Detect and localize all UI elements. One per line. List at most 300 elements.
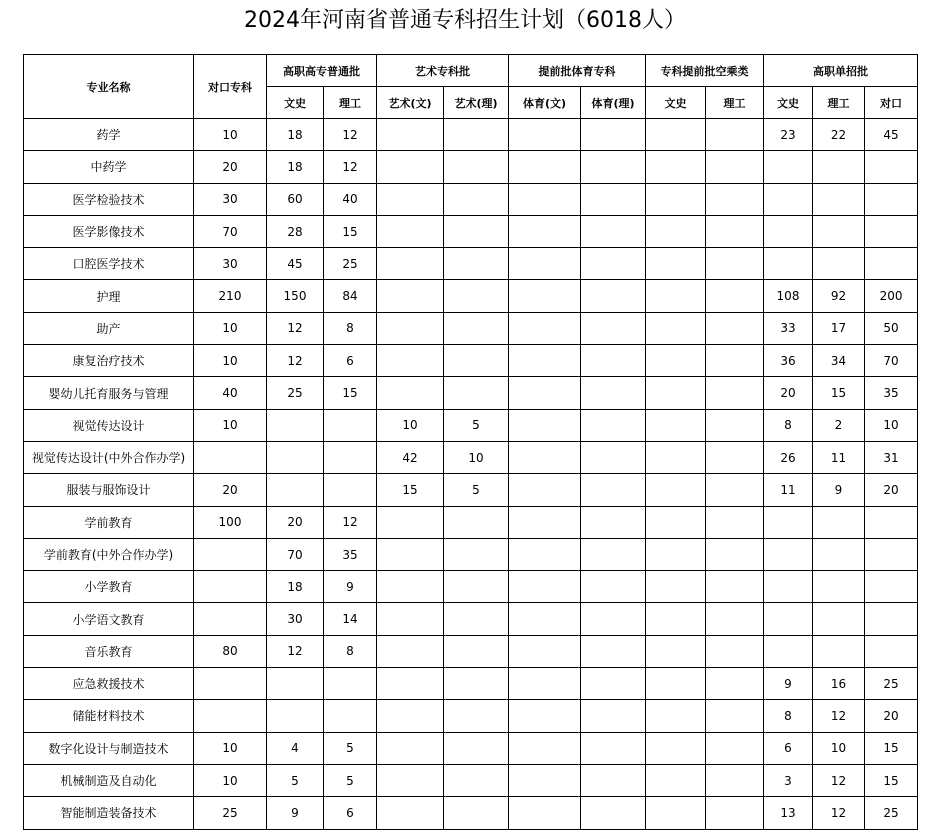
quota-cell	[865, 571, 918, 603]
quota-cell	[646, 474, 706, 506]
table-header	[24, 55, 918, 119]
quota-cell	[444, 506, 509, 538]
quota-cell	[194, 603, 267, 635]
quota-cell: 15	[865, 764, 918, 796]
table-row	[24, 506, 918, 538]
quota-cell	[581, 183, 646, 215]
quota-cell	[581, 732, 646, 764]
quota-cell: 18	[267, 571, 324, 603]
quota-cell	[267, 441, 324, 473]
table-row	[24, 474, 918, 506]
quota-cell	[813, 538, 865, 570]
quota-cell	[444, 280, 509, 312]
quota-cell	[377, 538, 444, 570]
quota-cell	[509, 151, 581, 183]
quota-cell	[377, 377, 444, 409]
header-sub: 文史	[267, 87, 324, 119]
table-row	[24, 538, 918, 570]
quota-cell: 25	[324, 248, 377, 280]
quota-cell	[706, 441, 764, 473]
quota-cell	[509, 764, 581, 796]
quota-cell: 36	[764, 345, 813, 377]
quota-cell	[581, 409, 646, 441]
major-name-cell: 药学	[24, 119, 194, 151]
quota-cell	[581, 441, 646, 473]
quota-cell: 12	[267, 345, 324, 377]
quota-cell	[377, 603, 444, 635]
quota-cell	[509, 345, 581, 377]
quota-cell: 10	[444, 441, 509, 473]
quota-cell: 40	[324, 183, 377, 215]
quota-cell	[509, 700, 581, 732]
quota-cell	[267, 409, 324, 441]
quota-cell: 92	[813, 280, 865, 312]
quota-cell	[509, 732, 581, 764]
quota-cell	[865, 183, 918, 215]
major-name-cell: 智能制造装备技术	[24, 797, 194, 829]
quota-cell: 12	[267, 635, 324, 667]
table-row	[24, 668, 918, 700]
quota-cell: 8	[764, 700, 813, 732]
quota-cell: 42	[377, 441, 444, 473]
quota-cell: 10	[194, 409, 267, 441]
quota-cell: 30	[194, 248, 267, 280]
quota-cell	[509, 280, 581, 312]
quota-cell	[194, 700, 267, 732]
quota-cell	[865, 538, 918, 570]
quota-cell	[706, 538, 764, 570]
header-major: 专业名称	[24, 55, 194, 119]
quota-cell: 15	[813, 377, 865, 409]
quota-cell	[267, 668, 324, 700]
quota-cell	[509, 506, 581, 538]
quota-cell	[581, 700, 646, 732]
quota-cell	[646, 215, 706, 247]
table-row	[24, 635, 918, 667]
quota-cell: 9	[324, 571, 377, 603]
quota-cell	[646, 764, 706, 796]
quota-cell	[377, 571, 444, 603]
quota-cell: 10	[377, 409, 444, 441]
quota-cell	[646, 571, 706, 603]
header-sub: 体育(文)	[509, 87, 581, 119]
quota-cell	[646, 183, 706, 215]
quota-cell: 25	[194, 797, 267, 829]
quota-cell	[646, 345, 706, 377]
quota-cell	[324, 474, 377, 506]
quota-cell: 31	[865, 441, 918, 473]
major-name-cell: 学前教育	[24, 506, 194, 538]
quota-cell	[764, 248, 813, 280]
quota-cell: 20	[865, 474, 918, 506]
quota-cell: 150	[267, 280, 324, 312]
quota-cell: 18	[267, 151, 324, 183]
major-name-cell: 医学检验技术	[24, 183, 194, 215]
quota-cell	[706, 603, 764, 635]
table-row	[24, 797, 918, 829]
major-name-cell: 服装与服饰设计	[24, 474, 194, 506]
header-sub: 理工	[324, 87, 377, 119]
quota-cell	[706, 571, 764, 603]
header-sub: 体育(理)	[581, 87, 646, 119]
quota-cell	[267, 700, 324, 732]
quota-cell	[509, 248, 581, 280]
table-row	[24, 345, 918, 377]
quota-cell: 20	[194, 474, 267, 506]
quota-cell	[706, 151, 764, 183]
quota-cell	[706, 248, 764, 280]
quota-cell: 10	[813, 732, 865, 764]
table-row	[24, 732, 918, 764]
quota-cell: 35	[324, 538, 377, 570]
quota-cell: 22	[813, 119, 865, 151]
quota-cell	[377, 506, 444, 538]
quota-cell	[764, 183, 813, 215]
quota-cell	[444, 668, 509, 700]
quota-cell: 5	[444, 474, 509, 506]
quota-cell	[377, 215, 444, 247]
table-row	[24, 571, 918, 603]
quota-cell: 70	[194, 215, 267, 247]
table-row	[24, 409, 918, 441]
header-sub: 理工	[706, 87, 764, 119]
quota-cell	[509, 603, 581, 635]
quota-cell: 60	[267, 183, 324, 215]
header-group-flight: 专科提前批空乘类	[646, 55, 764, 87]
major-name-cell: 机械制造及自动化	[24, 764, 194, 796]
quota-cell: 2	[813, 409, 865, 441]
quota-cell	[444, 538, 509, 570]
quota-cell: 25	[267, 377, 324, 409]
quota-cell	[377, 732, 444, 764]
quota-cell	[444, 764, 509, 796]
quota-cell	[444, 635, 509, 667]
quota-cell: 30	[194, 183, 267, 215]
quota-cell	[377, 248, 444, 280]
quota-cell	[581, 345, 646, 377]
quota-cell: 9	[764, 668, 813, 700]
quota-cell	[764, 506, 813, 538]
quota-cell	[444, 603, 509, 635]
table-row	[24, 248, 918, 280]
quota-cell: 6	[764, 732, 813, 764]
quota-cell	[646, 732, 706, 764]
quota-cell	[581, 668, 646, 700]
quota-cell	[377, 151, 444, 183]
quota-cell: 20	[267, 506, 324, 538]
quota-cell	[706, 345, 764, 377]
header-sub: 对口	[865, 87, 918, 119]
quota-cell: 23	[764, 119, 813, 151]
table-row	[24, 700, 918, 732]
quota-cell	[813, 571, 865, 603]
quota-cell	[646, 377, 706, 409]
enrollment-plan-table	[23, 54, 918, 830]
quota-cell: 20	[865, 700, 918, 732]
quota-cell: 35	[865, 377, 918, 409]
quota-cell	[646, 441, 706, 473]
quota-cell: 34	[813, 345, 865, 377]
quota-cell	[509, 441, 581, 473]
quota-cell: 25	[865, 797, 918, 829]
quota-cell	[509, 635, 581, 667]
quota-cell	[267, 474, 324, 506]
quota-cell	[581, 506, 646, 538]
header-sub: 文史	[646, 87, 706, 119]
table-row	[24, 441, 918, 473]
quota-cell: 5	[444, 409, 509, 441]
quota-cell	[509, 571, 581, 603]
quota-cell: 9	[813, 474, 865, 506]
quota-cell	[377, 700, 444, 732]
quota-cell	[646, 668, 706, 700]
quota-cell	[581, 797, 646, 829]
quota-cell: 100	[194, 506, 267, 538]
page-title: 2024年河南省普通专科招生计划（6018人）	[244, 8, 686, 33]
quota-cell: 30	[267, 603, 324, 635]
quota-cell	[706, 409, 764, 441]
quota-cell	[865, 248, 918, 280]
quota-cell	[764, 215, 813, 247]
quota-cell	[646, 248, 706, 280]
quota-cell	[581, 248, 646, 280]
table-row	[24, 764, 918, 796]
quota-cell	[509, 538, 581, 570]
quota-cell	[324, 409, 377, 441]
quota-cell	[706, 280, 764, 312]
quota-cell	[377, 345, 444, 377]
major-name-cell: 学前教育(中外合作办学)	[24, 538, 194, 570]
quota-cell	[444, 571, 509, 603]
quota-cell: 33	[764, 312, 813, 344]
header-row-groups	[24, 55, 918, 87]
quota-cell	[324, 668, 377, 700]
quota-cell: 40	[194, 377, 267, 409]
quota-cell: 10	[194, 764, 267, 796]
quota-cell	[706, 700, 764, 732]
quota-cell: 13	[764, 797, 813, 829]
quota-cell	[706, 474, 764, 506]
quota-cell	[646, 603, 706, 635]
quota-cell: 12	[813, 700, 865, 732]
quota-cell	[444, 215, 509, 247]
quota-cell: 10	[865, 409, 918, 441]
quota-cell: 16	[813, 668, 865, 700]
major-name-cell: 小学教育	[24, 571, 194, 603]
major-name-cell: 助产	[24, 312, 194, 344]
header-sub: 文史	[764, 87, 813, 119]
quota-cell	[581, 635, 646, 667]
major-name-cell: 中药学	[24, 151, 194, 183]
header-duikou: 对口专科	[194, 55, 267, 119]
quota-cell: 12	[324, 119, 377, 151]
quota-cell: 18	[267, 119, 324, 151]
quota-cell: 45	[267, 248, 324, 280]
quota-cell: 80	[194, 635, 267, 667]
quota-cell	[194, 668, 267, 700]
quota-cell	[509, 474, 581, 506]
table-row	[24, 377, 918, 409]
quota-cell	[813, 603, 865, 635]
table-body	[24, 119, 918, 830]
quota-cell	[646, 280, 706, 312]
quota-cell	[444, 312, 509, 344]
quota-cell	[706, 764, 764, 796]
header-group-single: 高职单招批	[764, 55, 918, 87]
quota-cell: 10	[194, 119, 267, 151]
quota-cell	[194, 538, 267, 570]
header-sub: 艺术(理)	[444, 87, 509, 119]
quota-cell	[646, 635, 706, 667]
quota-cell	[813, 151, 865, 183]
quota-cell	[581, 312, 646, 344]
major-name-cell: 储能材料技术	[24, 700, 194, 732]
quota-cell	[865, 603, 918, 635]
quota-cell	[444, 700, 509, 732]
quota-cell	[581, 377, 646, 409]
quota-cell	[377, 183, 444, 215]
quota-cell	[444, 377, 509, 409]
quota-cell: 20	[194, 151, 267, 183]
table-row	[24, 603, 918, 635]
quota-cell	[509, 409, 581, 441]
quota-cell	[764, 635, 813, 667]
quota-cell	[377, 668, 444, 700]
quota-cell: 12	[813, 797, 865, 829]
quota-cell: 8	[764, 409, 813, 441]
quota-cell: 5	[324, 732, 377, 764]
major-name-cell: 护理	[24, 280, 194, 312]
quota-cell: 200	[865, 280, 918, 312]
quota-cell	[377, 797, 444, 829]
quota-cell: 12	[324, 151, 377, 183]
quota-cell	[764, 538, 813, 570]
quota-cell	[324, 700, 377, 732]
quota-cell: 15	[324, 377, 377, 409]
quota-cell	[813, 635, 865, 667]
table-row	[24, 151, 918, 183]
quota-cell	[444, 119, 509, 151]
quota-cell	[377, 312, 444, 344]
quota-cell	[509, 119, 581, 151]
quota-cell: 8	[324, 312, 377, 344]
quota-cell	[509, 312, 581, 344]
major-name-cell: 口腔医学技术	[24, 248, 194, 280]
quota-cell: 11	[764, 474, 813, 506]
quota-cell	[706, 506, 764, 538]
table-row	[24, 119, 918, 151]
quota-cell: 12	[324, 506, 377, 538]
quota-cell: 3	[764, 764, 813, 796]
table-row	[24, 312, 918, 344]
quota-cell: 12	[267, 312, 324, 344]
quota-cell: 25	[865, 668, 918, 700]
quota-cell	[706, 183, 764, 215]
quota-cell: 14	[324, 603, 377, 635]
quota-cell	[865, 635, 918, 667]
quota-cell	[509, 183, 581, 215]
quota-cell	[194, 441, 267, 473]
quota-cell	[764, 151, 813, 183]
quota-cell	[581, 538, 646, 570]
header-group-art: 艺术专科批	[377, 55, 509, 87]
quota-cell	[706, 119, 764, 151]
quota-cell: 12	[813, 764, 865, 796]
quota-cell	[706, 797, 764, 829]
quota-cell	[509, 797, 581, 829]
header-sub: 理工	[813, 87, 865, 119]
quota-cell	[444, 183, 509, 215]
quota-cell: 210	[194, 280, 267, 312]
quota-cell	[324, 441, 377, 473]
quota-cell: 9	[267, 797, 324, 829]
quota-cell: 8	[324, 635, 377, 667]
quota-cell: 11	[813, 441, 865, 473]
table-row	[24, 183, 918, 215]
quota-cell	[865, 506, 918, 538]
quota-cell	[581, 764, 646, 796]
quota-cell	[581, 474, 646, 506]
quota-cell	[706, 732, 764, 764]
quota-cell	[581, 603, 646, 635]
quota-cell	[509, 668, 581, 700]
quota-cell	[646, 700, 706, 732]
major-name-cell: 应急救援技术	[24, 668, 194, 700]
quota-cell: 70	[865, 345, 918, 377]
quota-cell: 5	[267, 764, 324, 796]
quota-cell: 4	[267, 732, 324, 764]
quota-cell: 10	[194, 345, 267, 377]
quota-cell	[706, 312, 764, 344]
quota-cell	[646, 119, 706, 151]
quota-cell	[444, 797, 509, 829]
quota-cell: 17	[813, 312, 865, 344]
quota-cell	[377, 119, 444, 151]
quota-cell	[444, 248, 509, 280]
quota-cell	[646, 506, 706, 538]
quota-cell	[813, 506, 865, 538]
quota-cell: 15	[865, 732, 918, 764]
quota-cell	[444, 345, 509, 377]
header-group-general: 高职高专普通批	[267, 55, 377, 87]
quota-cell	[581, 151, 646, 183]
quota-cell	[764, 603, 813, 635]
quota-cell: 45	[865, 119, 918, 151]
quota-cell: 108	[764, 280, 813, 312]
major-name-cell: 医学影像技术	[24, 215, 194, 247]
header-sub: 艺术(文)	[377, 87, 444, 119]
quota-cell	[377, 635, 444, 667]
quota-cell	[509, 377, 581, 409]
quota-cell: 6	[324, 345, 377, 377]
quota-cell: 84	[324, 280, 377, 312]
quota-cell	[646, 151, 706, 183]
quota-cell	[646, 312, 706, 344]
major-name-cell: 婴幼儿托育服务与管理	[24, 377, 194, 409]
header-group-sports: 提前批体育专科	[509, 55, 646, 87]
quota-cell: 20	[764, 377, 813, 409]
table-row	[24, 215, 918, 247]
major-name-cell: 视觉传达设计	[24, 409, 194, 441]
quota-cell: 10	[194, 732, 267, 764]
quota-cell	[706, 377, 764, 409]
quota-cell: 26	[764, 441, 813, 473]
table-row	[24, 280, 918, 312]
quota-cell	[509, 215, 581, 247]
major-name-cell: 音乐教育	[24, 635, 194, 667]
quota-cell	[706, 668, 764, 700]
quota-cell: 50	[865, 312, 918, 344]
